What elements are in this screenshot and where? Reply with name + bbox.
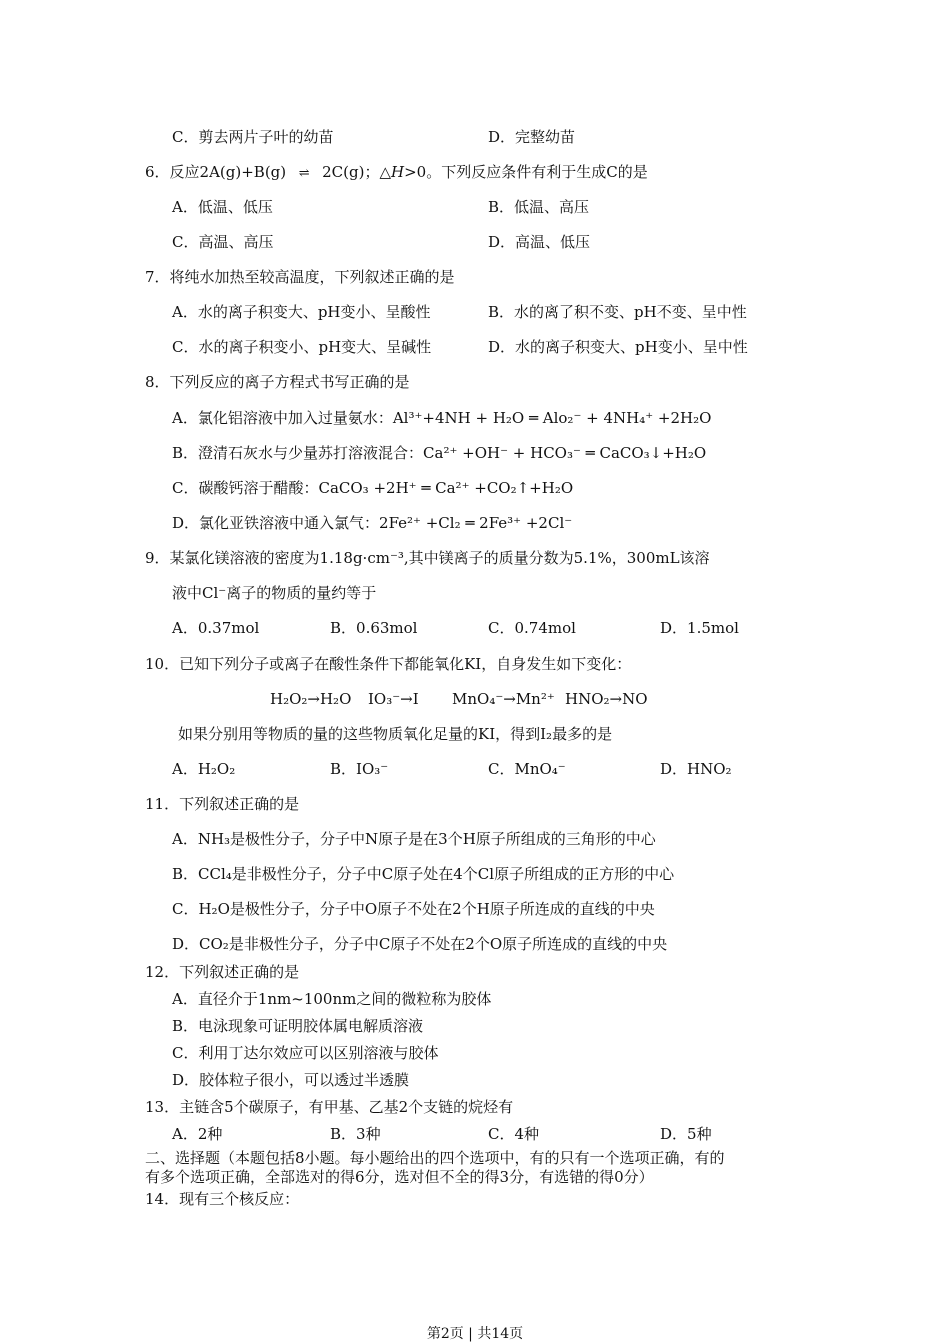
q6-reaction-right: 2C(g)；△ (322, 163, 392, 181)
q6-option-c: C．高温、高压 (172, 233, 274, 251)
q5-option-c: C．剪去两片子叶的幼苗 (172, 128, 334, 146)
q11-option-d: D．CO₂是非极性分子，分子中C原子不处在2个O原子所连成的直线的中央 (172, 935, 668, 953)
q13-option-a: A．2种 (172, 1125, 223, 1143)
q12-option-a: A．直径介于1nm~100nm之间的微粒称为胶体 (172, 990, 492, 1008)
q7-stem: 7．将纯水加热至较高温度，下列叙述正确的是 (145, 268, 455, 286)
q12-option-d: D．胶体粒子很小，可以透过半透膜 (172, 1071, 410, 1089)
q11-option-b: B．CCl₄是非极性分子，分子中C原子处在4个Cl原子所组成的正方形的中心 (172, 865, 675, 883)
q9-option-b: B．0.63mol (330, 619, 418, 637)
q7-option-b: B．水的离了积不变、pH不变、呈中性 (488, 303, 747, 321)
q12-option-c: C．利用丁达尔效应可以区别溶液与胶体 (172, 1044, 439, 1062)
q13-option-b: B．3种 (330, 1125, 381, 1143)
q10-option-b: B．IO₃⁻ (330, 760, 389, 778)
page-footer: 第2页 | 共14页 (426, 1326, 524, 1342)
q11-stem: 11．下列叙述正确的是 (145, 795, 300, 813)
q12-stem: 12．下列叙述正确的是 (145, 963, 300, 981)
q10-change-4: HNO₂→NO (565, 690, 648, 708)
q10-change-2: IO₃⁻→I (368, 690, 419, 708)
q6-condition: >0。下列反应条件有利于生成C的是 (404, 163, 648, 181)
q9-stem-line1: 9．某氯化镁溶液的密度为1.18g·cm⁻³,其中镁离子的质量分数为5.1%，300mL该溶 (145, 549, 710, 567)
q9-option-a: A．0.37mol (172, 619, 260, 637)
q8-option-d: D．氯化亚铁溶液中通入氯气：2Fe²⁺ +Cl₂ ═ 2Fe³⁺ +2Cl⁻ (172, 514, 573, 532)
q6-option-d: D．高温、低压 (488, 233, 591, 251)
q5-option-d: D．完整幼苗 (488, 128, 576, 146)
section2-heading-line2: 有多个选项正确，全部选对的得6分，选对但不全的得3分，有选错的得0分） (145, 1168, 654, 1186)
q13-stem: 13．主链含5个碳原子，有甲基、乙基2个支链的烷烃有 (145, 1098, 514, 1116)
q14-stem: 14．现有三个核反应： (145, 1190, 300, 1208)
q9-stem-line2: 液中Cl⁻离子的物质的量约等于 (172, 584, 377, 602)
q12-option-b: B．电泳现象可证明胶体属电解质溶液 (172, 1017, 424, 1035)
q13-option-d: D．5种 (660, 1125, 712, 1143)
q6-enthalpy-symbol: H (391, 163, 405, 181)
q8-stem: 8．下列反应的离子方程式书写正确的是 (145, 373, 410, 391)
q6-reaction-left: 2A(g)+B(g) (199, 163, 287, 181)
q7-option-a: A．水的离子积变大、pH变小、呈酸性 (172, 303, 431, 321)
q10-stem: 10．已知下列分子或离子在酸性条件下都能氧化KI，自身发生如下变化： (145, 655, 632, 673)
q8-option-c: C．碳酸钙溶于醋酸：CaCO₃ +2H⁺ ═ Ca²⁺ +CO₂↑+H₂O (172, 479, 574, 497)
q10-change-3: MnO₄⁻→Mn²⁺ (452, 690, 555, 708)
q8-option-a: A．氯化铝溶液中加入过量氨水：Al³⁺+4NH + H₂O ═ Alo₂⁻ + 4NH₄⁺ +2H₂O (172, 409, 712, 427)
q7-option-d: D．水的离子积变大、pH变小、呈中性 (488, 338, 748, 356)
q6-option-b: B．低温、高压 (488, 198, 590, 216)
q6-prefix: 6．反应 (145, 163, 200, 181)
q6-option-a: A．低温、低压 (172, 198, 273, 216)
q10-change-1: H₂O₂→H₂O (270, 690, 352, 708)
q11-option-a: A．NH₃是极性分子，分子中N原子是在3个H原子所组成的三角形的中心 (172, 830, 656, 848)
q11-option-c: C．H₂O是极性分子，分子中O原子不处在2个H原子所连成的直线的中央 (172, 900, 655, 918)
q8-option-b: B．澄清石灰水与少量苏打溶液混合：Ca²⁺ +OH⁻ + HCO₃⁻ ═ CaCO₃↓+H₂O (172, 444, 707, 462)
q10-option-a: A．H₂O₂ (172, 760, 236, 778)
q9-option-d: D．1.5mol (660, 619, 739, 637)
q10-stem-2: 如果分别用等物质的量的这些物质氧化足量的KI，得到I₂最多的是 (178, 725, 613, 743)
q10-option-c: C．MnO₄⁻ (488, 760, 566, 778)
q10-option-d: D．HNO₂ (660, 760, 732, 778)
q7-option-c: C．水的离子积变小、pH变大、呈碱性 (172, 338, 432, 356)
q13-option-c: C．4种 (488, 1125, 540, 1143)
equilibrium-arrow-icon: ⇌ (298, 166, 310, 181)
q9-option-c: C．0.74mol (488, 619, 576, 637)
section2-heading-line1: 二、选择题（本题包括8小题。每小题给出的四个选项中，有的只有一个选项正确，有的 (145, 1149, 725, 1167)
q6-stem (145, 162, 648, 184)
